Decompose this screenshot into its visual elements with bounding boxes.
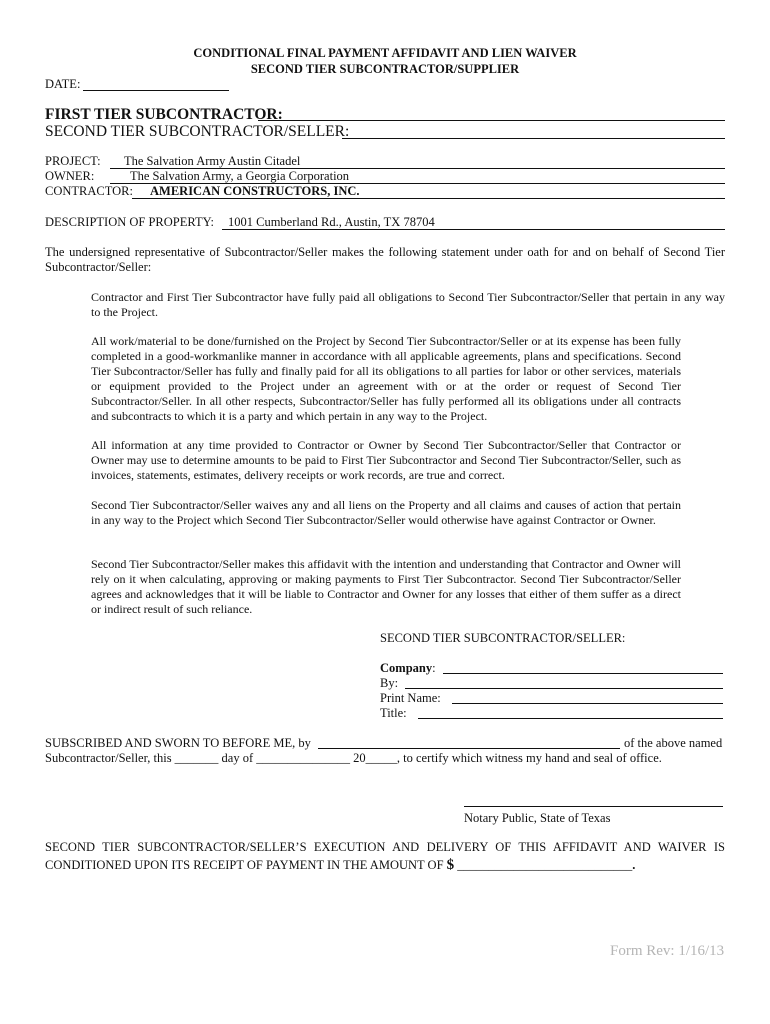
intro-line-1: The undersigned representative of Subcontractor/Seller makes the following statement under oath for and on behalf of Second Tier (45, 245, 725, 259)
contractor-trailing: _ (716, 186, 723, 200)
property-value: 1001 Cumberland Rd., Austin, TX 78704 (228, 215, 435, 229)
contractor-label: CONTRACTOR: (45, 184, 133, 198)
notary-signature-field[interactable] (464, 806, 723, 807)
paragraph-paid-obligations: Contractor and First Tier Subcontractor have fully paid all obligations to Second Tier Subcontractor/Seller that pertain in any way to the Project. (91, 290, 725, 319)
intro-line-2: Subcontractor/Seller: (45, 260, 152, 274)
paragraph-lien-waiver: Second Tier Subcontractor/Seller waives any and all liens on the Property and all claims and causes of action that pertain in any way to the Project which Second Tier Subcontractor/Seller would otherwise have against Contractor or Owner. (91, 498, 681, 527)
company-field[interactable] (443, 673, 723, 674)
contractor-field[interactable] (132, 198, 725, 199)
second-tier-field[interactable] (342, 138, 725, 139)
sworn-by-field[interactable] (318, 748, 620, 749)
sworn-suffix: of the above named (624, 736, 723, 750)
signature-heading: SECOND TIER SUBCONTRACTOR/SELLER: (380, 631, 626, 645)
paragraph-work-completed: All work/material to be done/furnished on the Project by Second Tier Subcontractor/Seller or at its expense has been fully completed in a good-workmanlike manner in accordance with all applicable agreements, plans and specifications. Second Tier Subcontractor/Seller has fully and finally paid for all its obligations to all parties for labor or other services, materials or equipment provided to the Project under an agreement with or at the order or request of Second Tier Subcontractor/Seller. In all other respects, Subcontractor/Seller has fully performed all its obligations under all contracts and subcontracts to which it is a party and which pertain in any way to the Project. (91, 334, 681, 423)
title-field[interactable] (418, 718, 723, 719)
document-subtitle: SECOND TIER SUBCONTRACTOR/SUPPLIER (250, 62, 520, 76)
sworn-prefix: SUBSCRIBED AND SWORN TO BEFORE ME, by (45, 736, 311, 750)
project-label: PROJECT: (45, 154, 101, 168)
paragraph-information-true: All information at any time provided to Contractor or Owner by Second Tier Subcontractor/Seller that Contractor or Owner may use to determine amounts to be paid to First Tier Subcontractor and Second Tier Subcontractor/Seller, such as invoices, statements, estimates, delivery receipts or work records, are true and correct. (91, 438, 681, 482)
company-label: Company: (380, 661, 436, 675)
paragraph-reliance: Second Tier Subcontractor/Seller makes this affidavit with the intention and understanding that Contractor and Owner will rely on it when calculating, approving or making payments to First Tier Subcontractor. Second Tier Subcontractor/Seller agrees and acknowledges that it will be liable to Contractor and Owner for any losses that either of them suffer as a direct or indirect result of such reliance. (91, 557, 681, 616)
property-field[interactable] (222, 229, 725, 230)
notary-label: Notary Public, State of Texas (464, 811, 611, 825)
by-field[interactable] (405, 688, 723, 689)
title-label: Title: (380, 706, 407, 720)
contractor-value: AMERICAN CONSTRUCTORS, INC. (150, 184, 360, 198)
payment-amount-field[interactable]: ____________________________ (457, 858, 633, 872)
first-tier-field[interactable] (258, 120, 725, 121)
print-name-field[interactable] (452, 703, 723, 704)
property-label: DESCRIPTION OF PROPERTY: (45, 215, 214, 229)
document-title: CONDITIONAL FINAL PAYMENT AFFIDAVIT AND LIEN WAIVER (193, 46, 577, 60)
dollar-sign: $ (446, 857, 455, 873)
date-label: DATE: (45, 77, 81, 91)
first-tier-label: FIRST TIER SUBCONTRACTOR: (45, 106, 283, 123)
condition-line-2: CONDITIONED UPON ITS RECEIPT OF PAYMENT IN THE AMOUNT OF $ ____________________________. (45, 857, 636, 873)
by-label: By: (380, 676, 399, 690)
second-tier-label: SECOND TIER SUBCONTRACTOR/SELLER: (45, 123, 350, 140)
project-value: The Salvation Army Austin Citadel (124, 154, 301, 168)
date-field[interactable] (83, 90, 229, 91)
form-revision: Form Rev: 1/16/13 (610, 943, 725, 959)
condition-line-1: SECOND TIER SUBCONTRACTOR/SELLER’S EXECUTION AND DELIVERY OF THIS AFFIDAVIT AND WAIVER IS (45, 840, 725, 854)
print-name-label: Print Name: (380, 691, 441, 705)
sworn-date-line: Subcontractor/Seller, this _______ day of _______________ 20_____, to certify which witness my hand and seal of office. (45, 751, 662, 765)
owner-label: OWNER: (45, 169, 95, 183)
owner-value: The Salvation Army, a Georgia Corporation (130, 169, 350, 183)
